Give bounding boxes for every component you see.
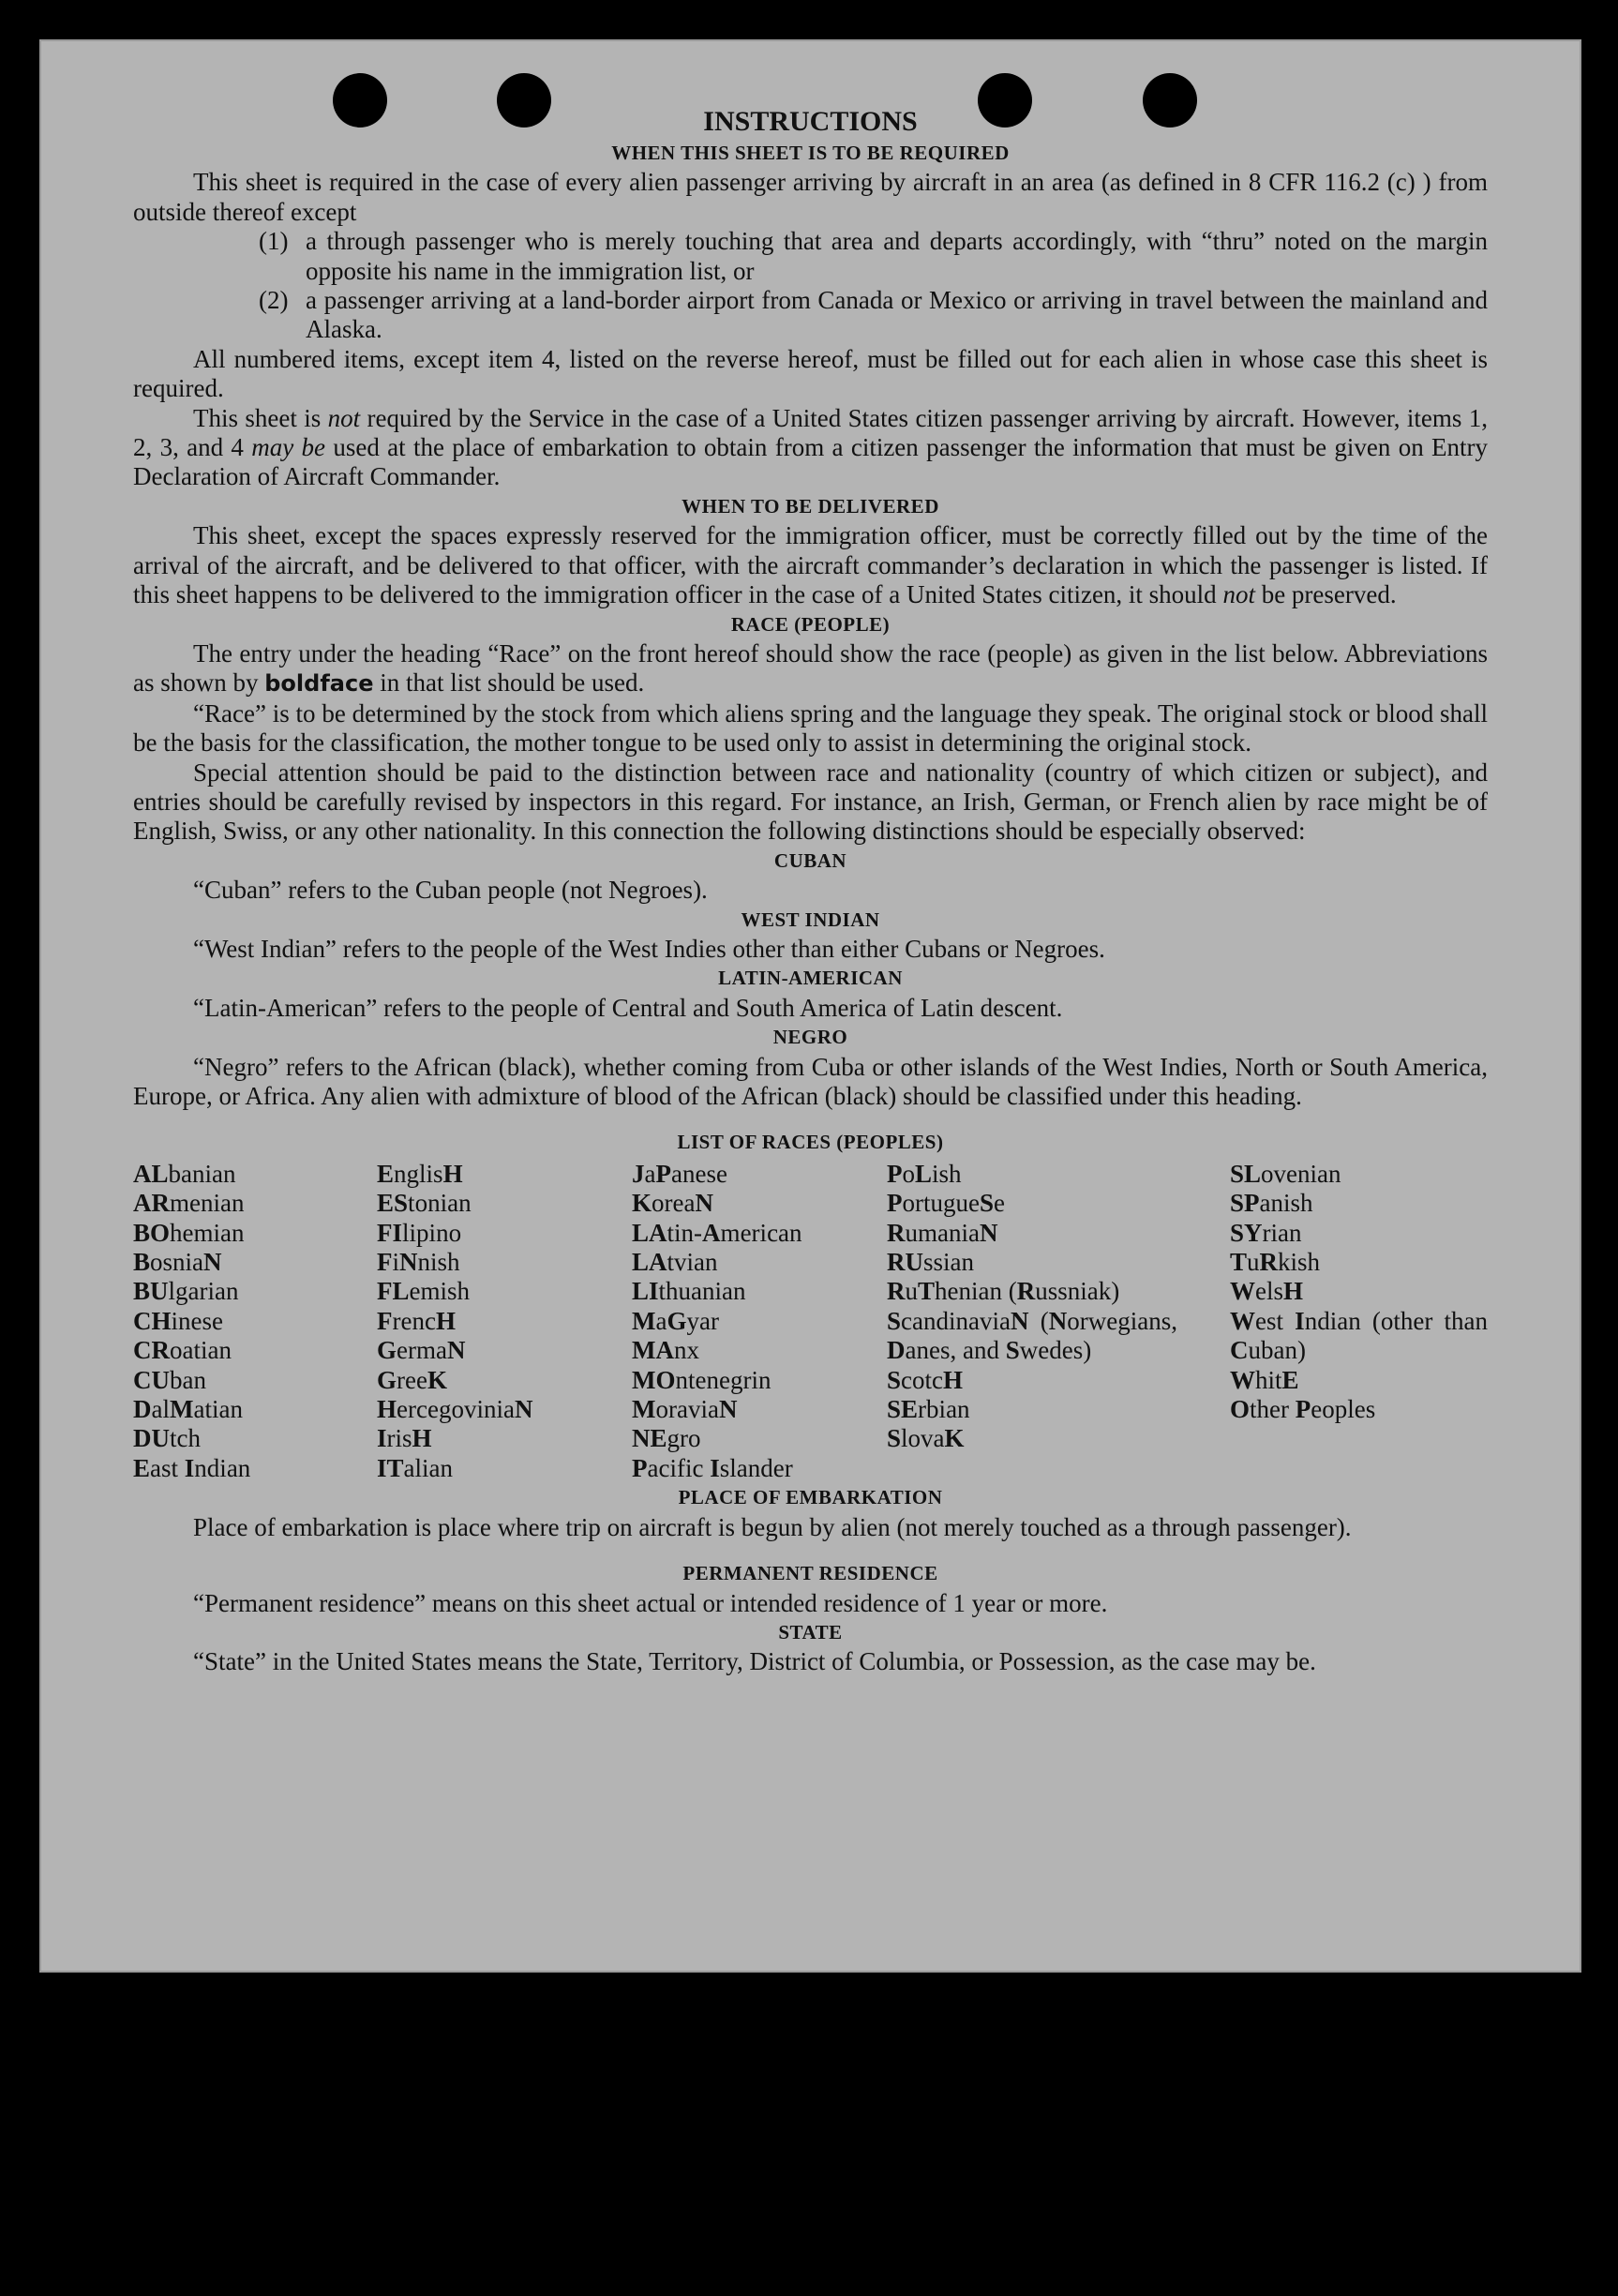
race-entry: BUlgarian: [133, 1277, 239, 1306]
race-entry: RUssian: [887, 1248, 975, 1277]
emphasis: not: [327, 403, 361, 432]
race-list: [133, 1160, 1488, 1483]
race-entry: BOhemian: [133, 1218, 245, 1247]
race-entry: EStonian: [377, 1189, 472, 1218]
race-entry: MOntenegrin: [632, 1365, 772, 1394]
race-entry: MAnx: [632, 1336, 699, 1365]
race-entry: MoraviaN: [632, 1395, 738, 1424]
race-entry: NEgro: [632, 1424, 701, 1453]
race-column: [632, 1160, 887, 1483]
section-heading: LATIN-AMERICAN: [718, 967, 903, 990]
list-item: [259, 286, 1488, 345]
race-column: [133, 1160, 377, 1483]
text-run: in that list should be used.: [373, 668, 645, 698]
paragraph: [133, 404, 1488, 492]
race-entry: GermaN: [377, 1336, 466, 1365]
race-entry: RumaniaN: [887, 1218, 998, 1247]
section-heading: LIST OF RACES (PEOPLES): [677, 1131, 944, 1154]
race-column: [377, 1160, 632, 1483]
section-heading: NEGRO: [772, 1026, 848, 1049]
paragraph: Place of embarkation is place where trip on aircraft is begun by alien (not merely touched as a through passenger).: [193, 1512, 1352, 1541]
text-run: be preserved.: [1254, 580, 1397, 609]
item-text: a through passenger who is merely touching that area and departs accordingly, with “thru” noted on the margin opposite his name in the immigration list, or: [306, 227, 1488, 285]
race-entry: East Indian: [133, 1453, 251, 1482]
race-entry: TuRkish: [1230, 1248, 1321, 1277]
race-entry: ScandinaviaN (Norwegians, Danes, and Swedes): [887, 1306, 1177, 1365]
text-run: required by the Service in the case of a United States citizen passenger arriving by aircraft. However, items 1, 2, 3, and 4: [133, 403, 1488, 462]
document-page: [39, 39, 1581, 1973]
paragraph: “Cuban” refers to the Cuban people (not Negroes).: [193, 876, 708, 905]
race-column: [887, 1160, 1230, 1483]
text-run: This sheet, except the spaces expressly reserved for the immigration officer, must be correctly filled out by the time of the arrival of the aircraft, and be delivered to that officer, with the aircraft commander’s declaration in which the passenger is listed. If this sheet happens to be delivered to the immigration officer in the case of a United States citizen, it should: [133, 521, 1488, 609]
section-heading: STATE: [778, 1620, 843, 1643]
text-run: This sheet is: [193, 403, 328, 432]
race-entry: FIlipino: [377, 1218, 462, 1247]
race-column: [1230, 1160, 1488, 1483]
section-heading: PERMANENT RESIDENCE: [682, 1562, 938, 1585]
paragraph: “Permanent residence” means on this sheet actual or intended residence of 1 year or more.: [193, 1588, 1108, 1617]
paragraph: All numbered items, except item 4, listed on the reverse hereof, must be filled out for each alien in whose case this sheet is required.: [133, 344, 1488, 403]
race-entry: Pacific Islander: [632, 1453, 793, 1482]
race-entry: FiNnish: [377, 1248, 460, 1277]
race-entry: KoreaN: [632, 1189, 713, 1218]
paragraph: [133, 521, 1488, 609]
race-entry: WelsH: [1230, 1277, 1304, 1306]
paragraph: Special attention should be paid to the distinction between race and nationality (country of which citizen or subject), and entries should be carefully revised by inspectors in this regard. For instance, an Irish, German, or French alien by race might be of English, Swiss, or any other nationality. In this connection the following distinctions should be especially observed:: [133, 758, 1488, 846]
race-entry: PortugueSe: [887, 1189, 1006, 1218]
race-entry: FLemish: [377, 1277, 471, 1306]
race-entry: RuThenian (Russniak): [887, 1277, 1120, 1306]
paragraph: “Race” is to be determined by the stock from which aliens spring and the language they speak. The original stock or blood shall be the basis for the classification, the mother tongue to be used only to assist in determining the original stock.: [133, 698, 1488, 758]
section-heading: WHEN TO BE DELIVERED: [682, 494, 939, 518]
race-entry: FrencH: [377, 1306, 456, 1335]
paragraph: This sheet is required in the case of every alien passenger arriving by aircraft in an area (as defined in 8 CFR 116.2 (c) ) from outside thereof except: [133, 168, 1488, 226]
item-number: (2): [259, 286, 289, 315]
race-entry: SErbian: [887, 1395, 970, 1424]
race-entry: IrisH: [377, 1424, 432, 1453]
race-entry: ITalian: [377, 1453, 454, 1482]
paragraph: “West Indian” refers to the people of the West Indies other than either Cubans or Negroes.: [193, 934, 1105, 963]
race-entry: PoLish: [887, 1159, 962, 1188]
race-entry: LAtin-American: [632, 1218, 802, 1247]
race-entry: LAtvian: [632, 1248, 718, 1277]
race-entry: CUban: [133, 1365, 206, 1394]
list-item: [259, 227, 1488, 286]
race-entry: DalMatian: [133, 1395, 243, 1424]
section-heading: WEST INDIAN: [741, 908, 880, 931]
emphasis: not: [1222, 580, 1255, 609]
section-heading: PLACE OF EMBARKATION: [678, 1486, 943, 1509]
race-entry: GreeK: [377, 1365, 447, 1394]
paragraph: [133, 639, 1488, 699]
section-heading: WHEN THIS SHEET IS TO BE REQUIRED: [611, 142, 1010, 164]
race-entry: JaPanese: [632, 1159, 727, 1188]
bold-word: boldface: [264, 670, 374, 698]
race-entry: WhitE: [1230, 1365, 1299, 1394]
race-entry: SLovenian: [1230, 1159, 1341, 1188]
race-entry: MaGyar: [632, 1306, 719, 1335]
paragraph: “Negro” refers to the African (black), whether coming from Cuba or other islands of the West Indies, North or South America, Europe, or Africa. Any alien with admixture of blood of the African (black) should be classified under this heading.: [133, 1052, 1488, 1110]
item-text: a passenger arriving at a land-border airport from Canada or Mexico or arriving in travel between the mainland and Alaska.: [306, 286, 1488, 344]
paragraph: “Latin-American” refers to the people of Central and South America of Latin descent.: [193, 993, 1063, 1022]
race-entry: ALbanian: [133, 1159, 236, 1188]
race-entry: CHinese: [133, 1306, 224, 1335]
race-entry: SlovaK: [887, 1424, 965, 1453]
instructions-text: [133, 105, 1488, 1677]
page-title: INSTRUCTIONS: [703, 106, 918, 137]
race-entry: DUtch: [133, 1424, 201, 1453]
race-entry: Other Peoples: [1230, 1395, 1376, 1424]
item-number: (1): [259, 227, 289, 256]
race-entry: CRoatian: [133, 1336, 232, 1365]
section-heading: CUBAN: [773, 848, 847, 872]
race-entry: ARmenian: [133, 1189, 245, 1218]
race-entry: EnglisH: [377, 1159, 463, 1188]
race-entry: LIthuanian: [632, 1277, 746, 1306]
paragraph: “State” in the United States means the State, Territory, District of Columbia, or Possession, as the case may be.: [193, 1647, 1316, 1676]
race-entry: ScotcH: [887, 1365, 964, 1394]
race-entry: West Indian (other than Cuban): [1230, 1306, 1488, 1365]
section-heading: RACE (PEOPLE): [730, 612, 891, 636]
race-entry: BosniaN: [133, 1248, 222, 1277]
race-entry: HercegovinіaN: [377, 1395, 533, 1424]
race-entry: SYrian: [1230, 1218, 1302, 1247]
emphasis: may be: [251, 433, 326, 462]
text-run: The entry under the heading “Race” on the front hereof should show the race (people) as given in the list below. Abbreviations as shown by: [133, 638, 1488, 698]
text-run: used at the place of embarkation to obtain from a citizen passenger the information that must be given on Entry Declaration of Aircraft Commander.: [133, 433, 1489, 491]
race-entry: SPanish: [1230, 1189, 1313, 1218]
